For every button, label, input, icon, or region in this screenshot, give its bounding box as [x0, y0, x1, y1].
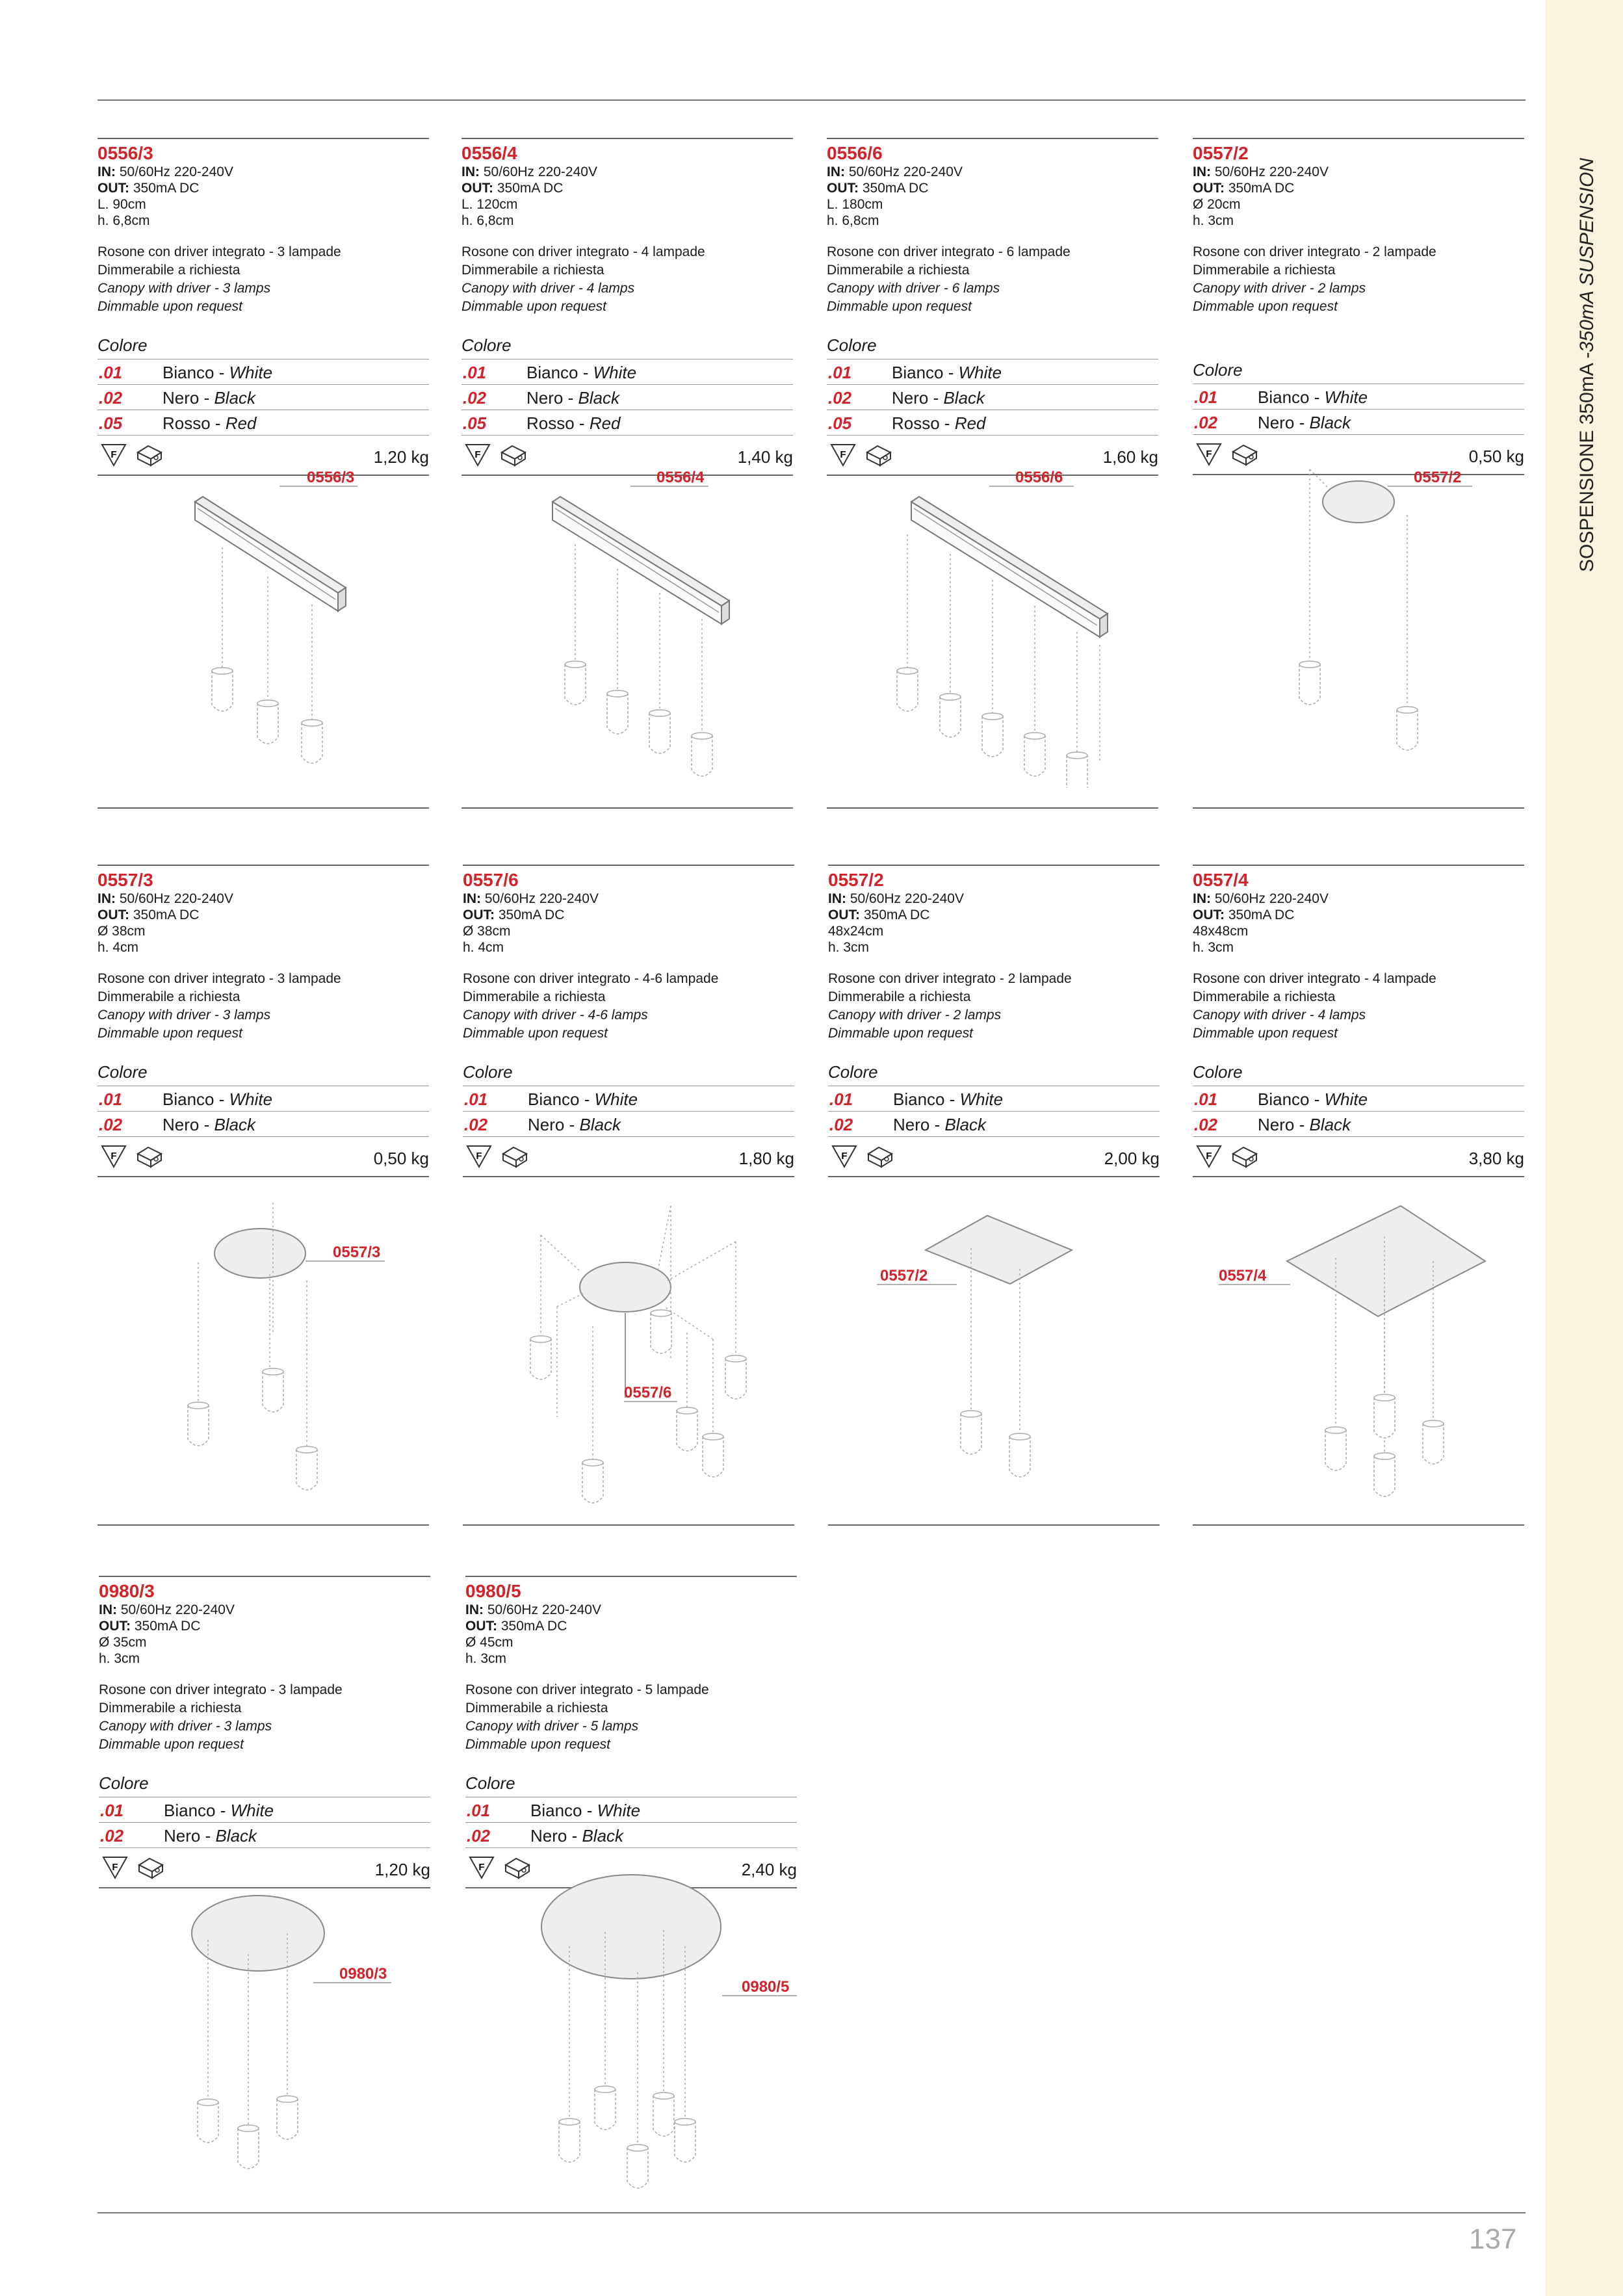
- color-name-en: White: [597, 1801, 641, 1820]
- desc-dimmable-en: Dimmable upon request: [465, 1737, 610, 1752]
- colore-heading: Colore: [465, 1773, 515, 1793]
- colore-heading: Colore: [99, 1773, 149, 1793]
- color-name-en: Red: [589, 413, 621, 433]
- product-card: [828, 865, 1160, 1541]
- desc-dimmable-en: Dimmable upon request: [827, 299, 972, 314]
- desc-en: Canopy with driver - 3 lamps: [97, 1008, 271, 1023]
- colore-heading: Colore: [1193, 360, 1243, 380]
- in-label: IN:: [1193, 164, 1211, 179]
- colore-heading: Colore: [463, 1062, 513, 1082]
- spec-dim2: h. 4cm: [97, 940, 139, 955]
- drawing-label: 0557/2: [880, 1267, 928, 1285]
- color-name-it: Rosso -: [892, 413, 955, 433]
- card-bottom-rule: [1193, 1524, 1524, 1526]
- product-drawing: [461, 138, 793, 788]
- color-name-en: White: [593, 363, 637, 382]
- in-label: IN:: [461, 164, 480, 179]
- desc-dimmable-en: Dimmable upon request: [99, 1737, 244, 1752]
- product-drawing: [1193, 138, 1524, 788]
- product-weight: 0,50 kg: [1468, 447, 1524, 466]
- f-mark: F: [110, 1151, 117, 1162]
- product-code: 0556/4: [461, 143, 517, 163]
- color-code: .05: [463, 413, 487, 433]
- color-name-en: Black: [579, 1115, 621, 1134]
- out-label: OUT:: [1193, 907, 1225, 922]
- color-name-it: Bianco -: [162, 363, 229, 382]
- drawing-label: 0556/6: [1015, 469, 1063, 486]
- color-code: .01: [828, 363, 852, 382]
- desc-dimmable-it: Dimmerabile a richiesta: [828, 989, 971, 1004]
- product-weight: 1,60 kg: [1102, 447, 1158, 467]
- product-code: 0557/2: [1193, 143, 1249, 163]
- product-code: 0557/3: [97, 870, 153, 890]
- spec-dim1: Ø 20cm: [1193, 197, 1241, 212]
- out-value: 350mA DC: [862, 181, 929, 196]
- out-value: 350mA DC: [498, 907, 565, 922]
- in-label: IN:: [463, 891, 481, 906]
- product-weight: 2,00 kg: [1104, 1149, 1160, 1168]
- desc-en: Canopy with driver - 4 lamps: [461, 281, 635, 296]
- desc-dimmable-it: Dimmerabile a richiesta: [97, 989, 240, 1004]
- color-name-it: Rosso -: [526, 413, 590, 433]
- drawing-label: 0980/5: [742, 1978, 790, 1996]
- product-code: 0980/5: [465, 1581, 521, 1601]
- spec-dim2: h. 6,8cm: [827, 213, 879, 228]
- f-mark: F: [476, 1151, 482, 1162]
- color-name-en: White: [959, 1089, 1004, 1109]
- color-name-en: Red: [954, 413, 986, 433]
- desc-it: Rosone con driver integrato - 3 lampade: [97, 244, 341, 259]
- color-code: .01: [100, 1801, 124, 1820]
- color-code: .02: [463, 388, 487, 408]
- color-name-it: Bianco -: [893, 1089, 960, 1109]
- out-label: OUT:: [465, 1619, 497, 1634]
- in-label: IN:: [97, 891, 116, 906]
- product-card: [465, 1576, 797, 2252]
- desc-dimmable-en: Dimmable upon request: [463, 1026, 608, 1041]
- color-name-en: Black: [1309, 413, 1351, 432]
- desc-dimmable-it: Dimmerabile a richiesta: [461, 263, 604, 278]
- desc-dimmable-en: Dimmable upon request: [461, 299, 606, 314]
- color-name-en: White: [229, 1089, 273, 1109]
- in-value: 50/60Hz 220-240V: [487, 1602, 601, 1617]
- in-value: 50/60Hz 220-240V: [1214, 891, 1329, 906]
- out-value: 350mA DC: [134, 1619, 201, 1634]
- colore-heading: Colore: [97, 1062, 148, 1082]
- color-name-it: Bianco -: [1258, 1089, 1325, 1109]
- color-name-it: Bianco -: [526, 363, 593, 382]
- product-card: [97, 138, 429, 814]
- color-code: .02: [99, 1115, 123, 1134]
- color-name-it: Nero -: [1258, 413, 1310, 432]
- out-value: 350mA DC: [500, 1619, 567, 1634]
- color-name-en: Black: [943, 388, 985, 408]
- product-illustration: [827, 138, 1158, 788]
- color-name-en: Red: [225, 413, 257, 433]
- spec-dim1: L. 90cm: [97, 197, 146, 212]
- in-label: IN:: [828, 891, 846, 906]
- product-drawing: [463, 865, 794, 1515]
- in-value: 50/60Hz 220-240V: [850, 891, 964, 906]
- f-mark: F: [474, 449, 481, 460]
- color-name-en: Black: [214, 1115, 256, 1134]
- spec-dim2: h. 3cm: [1193, 213, 1234, 228]
- colore-heading: Colore: [461, 335, 512, 355]
- desc-en: Canopy with driver - 3 lamps: [99, 1719, 272, 1734]
- product-card: [461, 138, 793, 814]
- desc-it: Rosone con driver integrato - 4-6 lampade: [463, 971, 719, 986]
- top-rule: [97, 99, 1526, 101]
- color-name-it: Bianco -: [162, 1089, 229, 1109]
- desc-dimmable-en: Dimmable upon request: [97, 1026, 242, 1041]
- f-mark: F: [1206, 449, 1212, 460]
- color-code: .01: [464, 1089, 488, 1109]
- spec-dim2: h. 3cm: [828, 940, 870, 955]
- color-name-en: Black: [582, 1826, 624, 1846]
- product-code: 0557/2: [828, 870, 884, 890]
- color-code: .01: [99, 363, 123, 382]
- in-label: IN:: [1193, 891, 1211, 906]
- desc-dimmable-en: Dimmable upon request: [828, 1026, 973, 1041]
- product-code: 0556/6: [827, 143, 883, 163]
- color-name-it: Bianco -: [892, 363, 959, 382]
- color-name-en: White: [1324, 1089, 1368, 1109]
- spec-dim1: Ø 38cm: [463, 924, 511, 939]
- product-drawing: [1193, 865, 1524, 1515]
- color-name-it: Nero -: [164, 1826, 216, 1846]
- f-mark: F: [112, 1862, 118, 1873]
- color-name-en: White: [1324, 387, 1368, 407]
- f-mark: F: [110, 449, 117, 460]
- f-mark: F: [841, 1151, 848, 1162]
- color-code: .01: [467, 1801, 491, 1820]
- spec-dim1: L. 180cm: [827, 197, 883, 212]
- color-code: .01: [1194, 1089, 1218, 1109]
- product-drawing: [465, 1576, 797, 2226]
- card-bottom-rule: [827, 807, 1158, 809]
- in-value: 50/60Hz 220-240V: [119, 164, 233, 179]
- desc-en: Canopy with driver - 3 lamps: [97, 281, 271, 296]
- desc-dimmable-it: Dimmerabile a richiesta: [465, 1701, 608, 1715]
- desc-it: Rosone con driver integrato - 6 lampade: [827, 244, 1071, 259]
- color-name-it: Nero -: [1258, 1115, 1310, 1134]
- in-label: IN:: [465, 1602, 484, 1617]
- colore-heading: Colore: [827, 335, 877, 355]
- color-name-en: White: [594, 1089, 638, 1109]
- desc-it: Rosone con driver integrato - 5 lampade: [465, 1682, 709, 1697]
- spec-dim1: Ø 38cm: [97, 924, 146, 939]
- in-value: 50/60Hz 220-240V: [1214, 164, 1329, 179]
- color-name-en: White: [230, 1801, 274, 1820]
- in-value: 50/60Hz 220-240V: [848, 164, 963, 179]
- product-code: 0557/4: [1193, 870, 1249, 890]
- color-code: .01: [463, 363, 487, 382]
- drawing-label: 0556/4: [656, 469, 705, 486]
- spec-dim2: h. 6,8cm: [97, 213, 150, 228]
- desc-it: Rosone con driver integrato - 2 lampade: [1193, 244, 1436, 259]
- product-weight: 1,80 kg: [738, 1149, 794, 1168]
- out-label: OUT:: [461, 181, 493, 196]
- product-drawing: [828, 865, 1160, 1515]
- color-name-it: Bianco -: [1258, 387, 1325, 407]
- desc-en: Canopy with driver - 2 lamps: [828, 1008, 1002, 1023]
- color-code: .02: [1194, 1115, 1218, 1134]
- page-number: 137: [1469, 2223, 1517, 2255]
- spec-dim1: Ø 35cm: [99, 1635, 147, 1650]
- product-card: [1193, 138, 1524, 814]
- in-value: 50/60Hz 220-240V: [120, 1602, 235, 1617]
- colore-heading: Colore: [1193, 1062, 1243, 1082]
- f-mark: F: [478, 1862, 485, 1873]
- product-illustration: [1193, 138, 1524, 788]
- color-code: .01: [829, 1089, 853, 1109]
- in-label: IN:: [827, 164, 845, 179]
- product-drawing: [97, 138, 429, 788]
- color-code: .02: [100, 1826, 124, 1846]
- in-label: IN:: [97, 164, 116, 179]
- desc-en: Canopy with driver - 4 lamps: [1193, 1008, 1366, 1023]
- spec-dim2: h. 4cm: [463, 940, 504, 955]
- drawing-label: 0556/3: [307, 469, 355, 486]
- out-value: 350mA DC: [133, 907, 200, 922]
- product-illustration: [1193, 865, 1524, 1515]
- color-name-it: Nero -: [530, 1826, 582, 1846]
- color-code: .05: [828, 413, 852, 433]
- color-name-it: Nero -: [162, 1115, 214, 1134]
- color-code: .02: [464, 1115, 488, 1134]
- card-bottom-rule: [461, 807, 793, 809]
- desc-it: Rosone con driver integrato - 2 lampade: [828, 971, 1072, 986]
- f-mark: F: [840, 449, 846, 460]
- product-weight: 1,20 kg: [373, 447, 429, 467]
- f-mark: F: [1206, 1151, 1212, 1162]
- in-value: 50/60Hz 220-240V: [119, 891, 233, 906]
- product-weight: 1,40 kg: [737, 447, 793, 467]
- spec-dim2: h. 3cm: [1193, 940, 1234, 955]
- product-drawing: [827, 138, 1158, 788]
- color-name-it: Nero -: [526, 388, 578, 408]
- card-bottom-rule: [1193, 807, 1524, 809]
- product-weight: 1,20 kg: [374, 1860, 430, 1879]
- desc-dimmable-it: Dimmerabile a richiesta: [1193, 263, 1336, 278]
- color-name-en: Black: [1309, 1115, 1351, 1134]
- out-value: 350mA DC: [497, 181, 564, 196]
- colore-heading: Colore: [97, 335, 148, 355]
- desc-dimmable-en: Dimmable upon request: [1193, 1026, 1338, 1041]
- product-illustration: [97, 865, 429, 1515]
- color-name-en: Black: [578, 388, 620, 408]
- desc-dimmable-it: Dimmerabile a richiesta: [463, 989, 606, 1004]
- color-name-it: Bianco -: [528, 1089, 595, 1109]
- desc-dimmable-it: Dimmerabile a richiesta: [827, 263, 970, 278]
- product-drawing: [97, 865, 429, 1515]
- product-card: [97, 865, 429, 1541]
- color-name-it: Nero -: [892, 388, 944, 408]
- product-illustration: [461, 138, 793, 788]
- color-name-it: Nero -: [162, 388, 214, 408]
- color-code: .05: [99, 413, 123, 433]
- spec-dim2: h. 3cm: [465, 1651, 507, 1666]
- out-value: 350mA DC: [1228, 907, 1295, 922]
- desc-en: Canopy with driver - 4-6 lamps: [463, 1008, 648, 1023]
- color-name-it: Bianco -: [530, 1801, 597, 1820]
- colore-heading: Colore: [828, 1062, 878, 1082]
- out-label: OUT:: [827, 181, 859, 196]
- spec-dim1: 48x48cm: [1193, 924, 1249, 939]
- card-bottom-rule: [828, 1524, 1160, 1526]
- out-value: 350mA DC: [1228, 181, 1295, 196]
- out-label: OUT:: [463, 907, 495, 922]
- color-name-it: Rosso -: [162, 413, 226, 433]
- drawing-label: 0557/3: [333, 1244, 381, 1261]
- product-code: 0556/3: [97, 143, 153, 163]
- product-code: 0557/6: [463, 870, 519, 890]
- sidebar-title-italic: 350mA SUSPENSION: [1576, 157, 1598, 352]
- color-name-en: Black: [215, 1826, 257, 1846]
- color-name-it: Nero -: [893, 1115, 945, 1134]
- drawing-label: 0980/3: [339, 1965, 387, 1983]
- color-name-it: Nero -: [528, 1115, 580, 1134]
- color-name-en: Black: [944, 1115, 987, 1134]
- color-code: .02: [829, 1115, 853, 1134]
- desc-it: Rosone con driver integrato - 3 lampade: [97, 971, 341, 986]
- product-weight: 3,80 kg: [1468, 1149, 1524, 1168]
- product-weight: 2,40 kg: [741, 1860, 797, 1879]
- product-illustration: [828, 865, 1160, 1515]
- out-label: OUT:: [828, 907, 860, 922]
- card-bottom-rule: [463, 1524, 794, 1526]
- desc-dimmable-en: Dimmable upon request: [1193, 299, 1338, 314]
- desc-it: Rosone con driver integrato - 4 lampade: [1193, 971, 1436, 986]
- desc-dimmable-it: Dimmerabile a richiesta: [99, 1701, 242, 1715]
- out-value: 350mA DC: [133, 181, 200, 196]
- out-label: OUT:: [97, 181, 129, 196]
- product-illustration: [463, 865, 794, 1515]
- card-bottom-rule: [97, 1524, 429, 1526]
- in-value: 50/60Hz 220-240V: [484, 891, 599, 906]
- product-card: [99, 1576, 430, 2252]
- color-code: .02: [467, 1826, 491, 1846]
- color-code: .02: [1194, 413, 1218, 432]
- product-card: [827, 138, 1158, 814]
- out-label: OUT:: [97, 907, 129, 922]
- in-value: 50/60Hz 220-240V: [483, 164, 597, 179]
- desc-dimmable-it: Dimmerabile a richiesta: [97, 263, 240, 278]
- out-label: OUT:: [99, 1619, 131, 1634]
- drawing-label: 0557/4: [1219, 1267, 1267, 1285]
- out-value: 350mA DC: [863, 907, 930, 922]
- product-illustration: [97, 138, 429, 788]
- color-name-en: White: [958, 363, 1002, 382]
- in-label: IN:: [99, 1602, 117, 1617]
- spec-dim2: h. 3cm: [99, 1651, 140, 1666]
- product-code: 0980/3: [99, 1581, 155, 1601]
- spec-dim2: h. 6,8cm: [461, 213, 514, 228]
- product-card: [463, 865, 794, 1541]
- sidebar-title-main: SOSPENSIONE 350mA -: [1576, 352, 1598, 572]
- product-weight: 0,50 kg: [373, 1149, 429, 1168]
- drawing-label: 0557/6: [624, 1384, 672, 1402]
- color-name-it: Bianco -: [164, 1801, 231, 1820]
- color-code: .02: [828, 388, 852, 408]
- spec-dim1: Ø 45cm: [465, 1635, 513, 1650]
- color-code: .02: [99, 388, 123, 408]
- product-illustration: [99, 1576, 430, 2226]
- desc-en: Canopy with driver - 6 lamps: [827, 281, 1000, 296]
- desc-dimmable-en: Dimmable upon request: [97, 299, 242, 314]
- product-drawing: [99, 1576, 430, 2226]
- spec-dim1: 48x24cm: [828, 924, 884, 939]
- color-code: .01: [1194, 387, 1218, 407]
- color-code: .01: [99, 1089, 123, 1109]
- desc-it: Rosone con driver integrato - 4 lampade: [461, 244, 705, 259]
- out-label: OUT:: [1193, 181, 1225, 196]
- drawing-label: 0557/2: [1414, 469, 1462, 486]
- spec-dim1: L. 120cm: [461, 197, 518, 212]
- product-card: [1193, 865, 1524, 1541]
- color-name-en: Black: [214, 388, 256, 408]
- card-bottom-rule: [97, 807, 429, 809]
- product-illustration: [465, 1576, 797, 2226]
- sidebar-title: [1569, 98, 1605, 572]
- desc-en: Canopy with driver - 2 lamps: [1193, 281, 1366, 296]
- desc-en: Canopy with driver - 5 lamps: [465, 1719, 639, 1734]
- desc-dimmable-it: Dimmerabile a richiesta: [1193, 989, 1336, 1004]
- desc-it: Rosone con driver integrato - 3 lampade: [99, 1682, 343, 1697]
- color-name-en: White: [229, 363, 273, 382]
